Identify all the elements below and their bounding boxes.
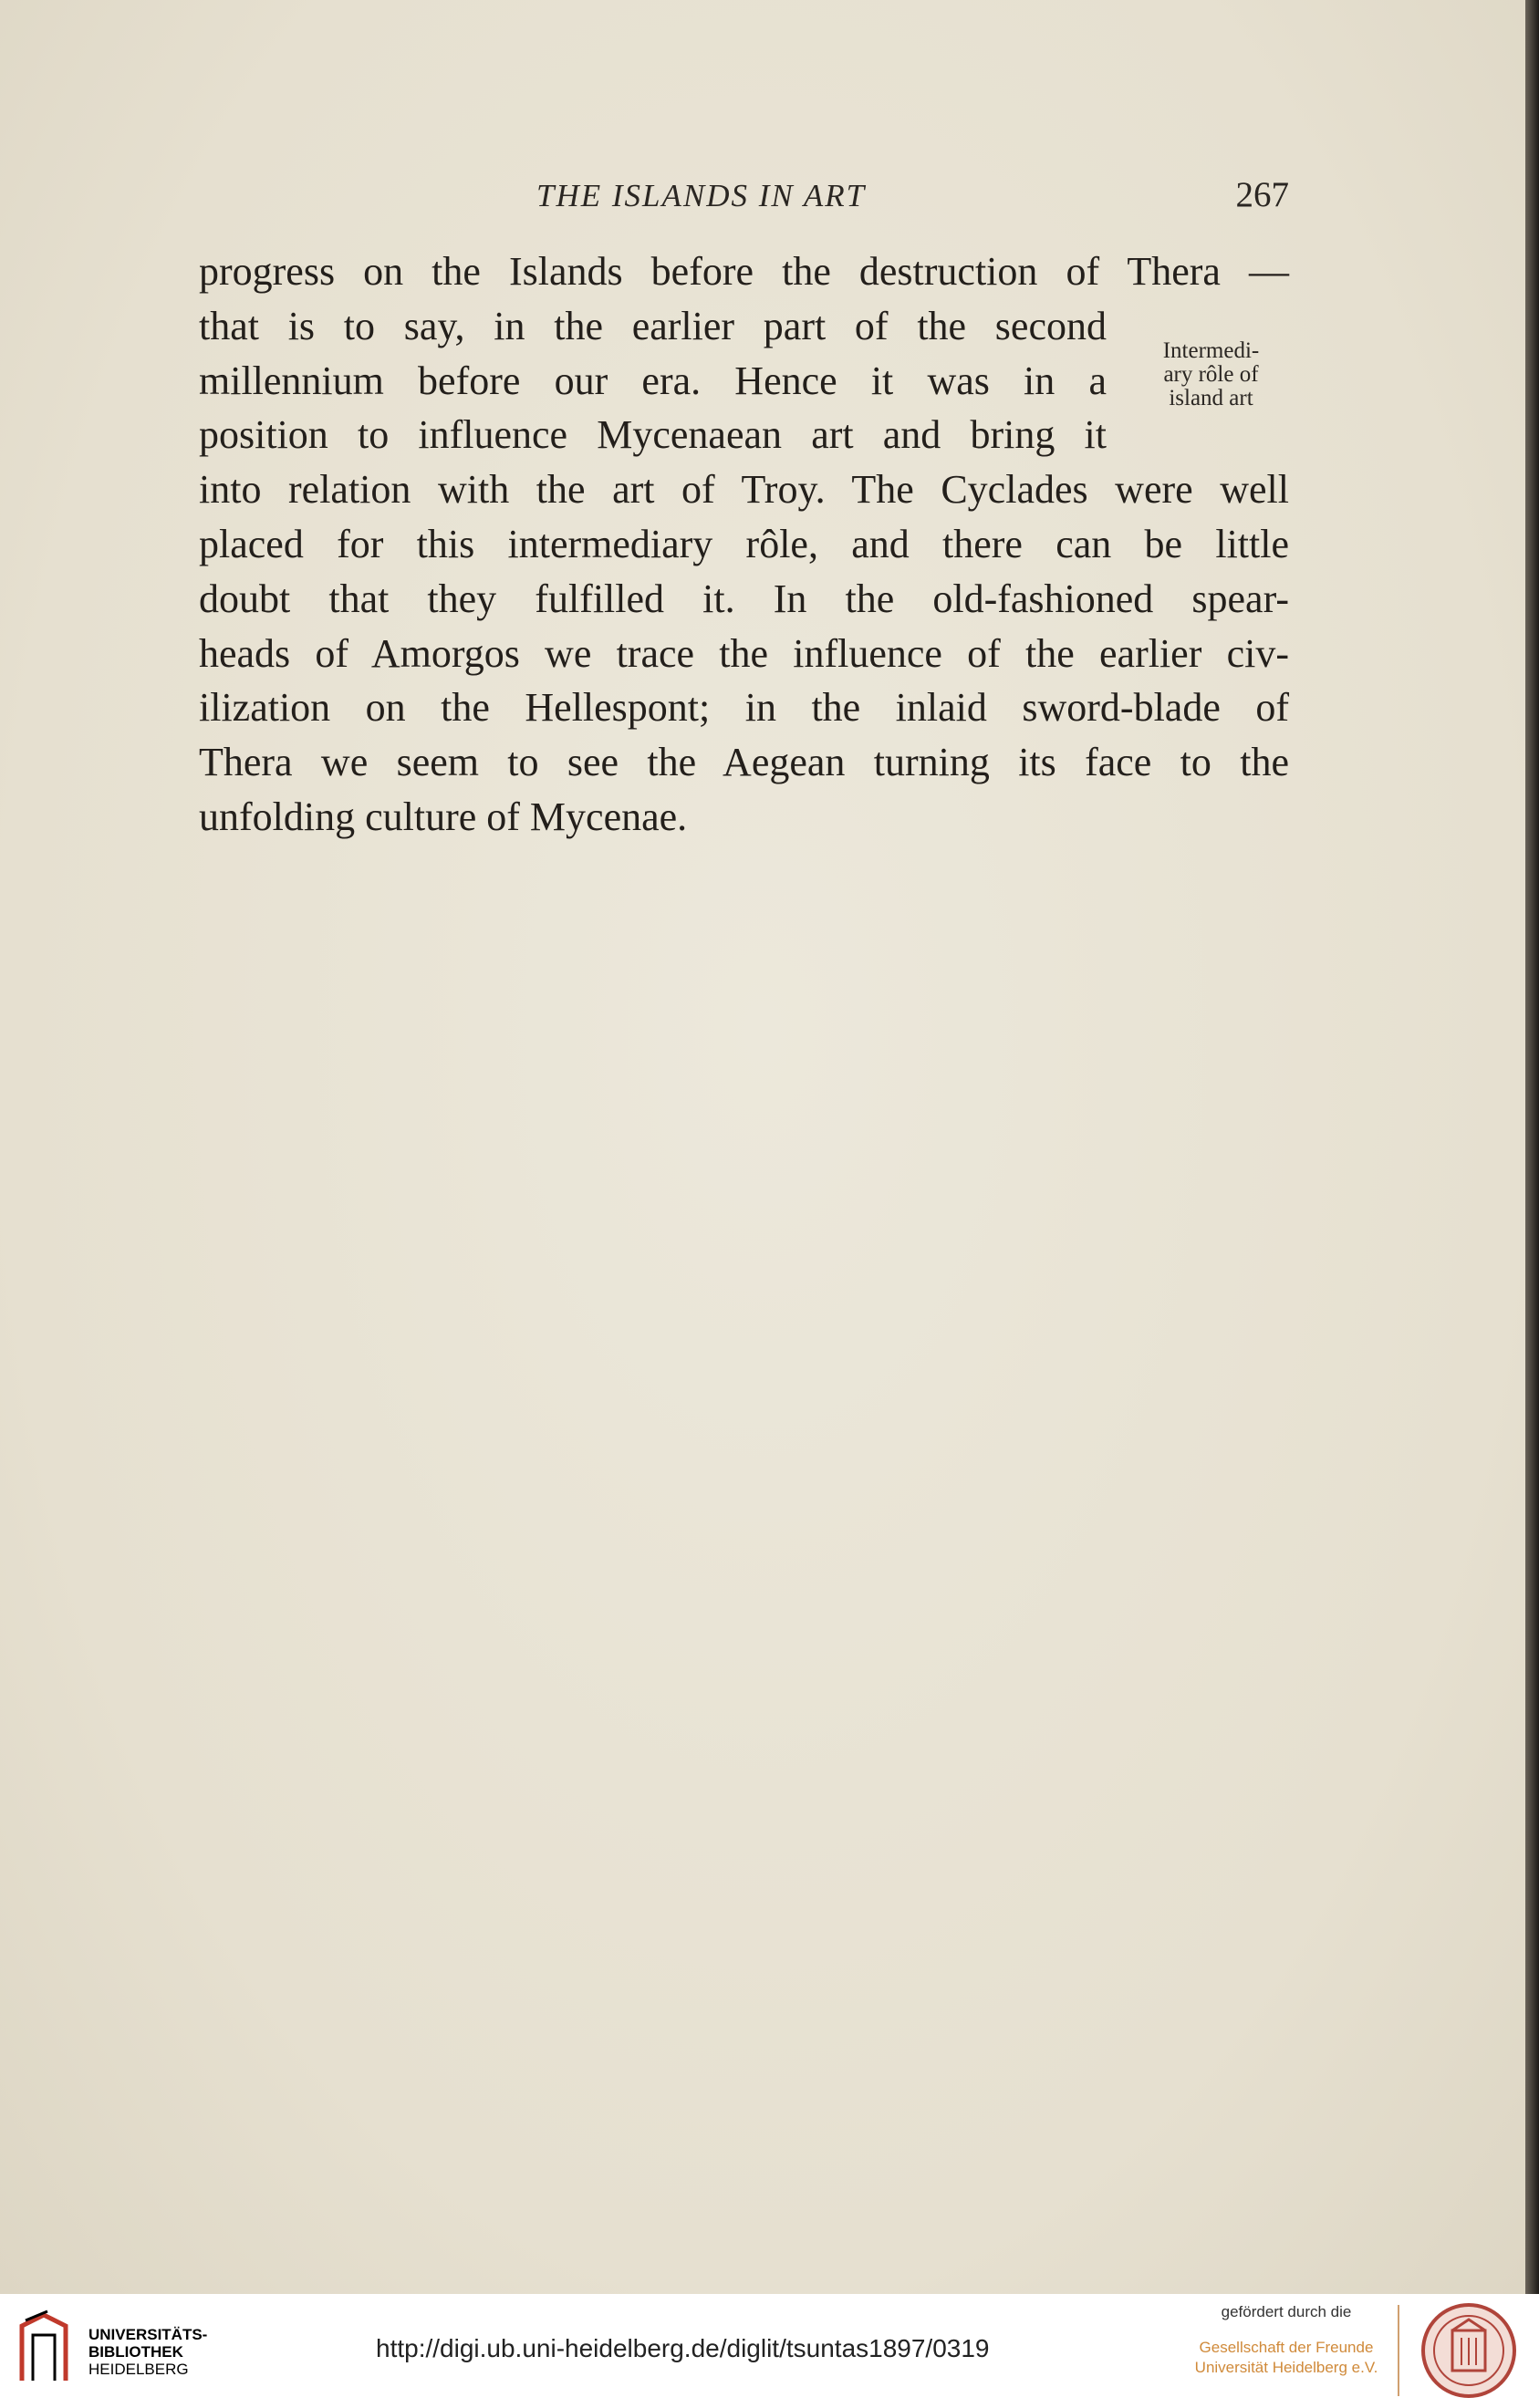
- text-line: unfolding culture of Mycenae.: [199, 794, 688, 839]
- margin-note-line: ary rôle of: [1163, 362, 1259, 387]
- permalink-url[interactable]: http://digi.ub.uni-heidelberg.de/diglit/tsuntas1897/0319: [376, 2334, 990, 2362]
- text-line: millennium before our era. Hence it was in a: [199, 358, 1107, 403]
- text-line: heads of Amorgos we trace the influence of the earlier civ-: [199, 630, 1289, 676]
- running-head: [199, 175, 1289, 223]
- sponsor-block: [1186, 2303, 1387, 2378]
- body-paragraph: [199, 244, 1289, 845]
- text-line: placed for this intermediary rôle, and there can be little: [199, 521, 1289, 566]
- text-line: Thera we seem to see the Aegean turning its face to the: [199, 740, 1289, 785]
- university-seal-icon: [1419, 2301, 1518, 2400]
- text-line: into relation with the art of Troy. The Cyclades were well: [199, 467, 1289, 513]
- running-title: THE ISLANDS IN ART: [536, 178, 867, 213]
- sponsor-org-line: Gesellschaft der Freunde: [1199, 2339, 1374, 2356]
- text-line: doubt that they fulfilled it. In the old-fashioned spear-: [199, 576, 1289, 621]
- library-name-line: UNIVERSITÄTS-: [88, 2326, 208, 2343]
- margin-note-line: Intermedi-: [1162, 338, 1260, 363]
- page-edge-shadow: [1525, 0, 1539, 2294]
- margin-note-line: island art: [1169, 386, 1253, 410]
- margin-note: [1127, 339, 1295, 410]
- text-line: ilization on the Hellespont; in the inlaid sword-blade of: [199, 685, 1289, 731]
- library-name: [88, 2326, 207, 2378]
- text-line: position to influence Mycenaean art and bring it: [199, 412, 1107, 458]
- page-number: 267: [1235, 175, 1289, 214]
- text-line: progress on the Islands before the destruction of Thera —: [199, 249, 1289, 294]
- text-line: that is to say, in the earlier part of the second: [199, 303, 1107, 348]
- footer-divider: [1398, 2305, 1399, 2396]
- sponsor-label: gefördert durch die: [1221, 2303, 1352, 2320]
- library-name-line: BIBLIOTHEK: [88, 2343, 183, 2361]
- university-library-logo-icon: [16, 2308, 71, 2392]
- sponsor-org-line: Universität Heidelberg e.V.: [1194, 2359, 1378, 2376]
- library-name-line: HEIDELBERG: [88, 2361, 189, 2378]
